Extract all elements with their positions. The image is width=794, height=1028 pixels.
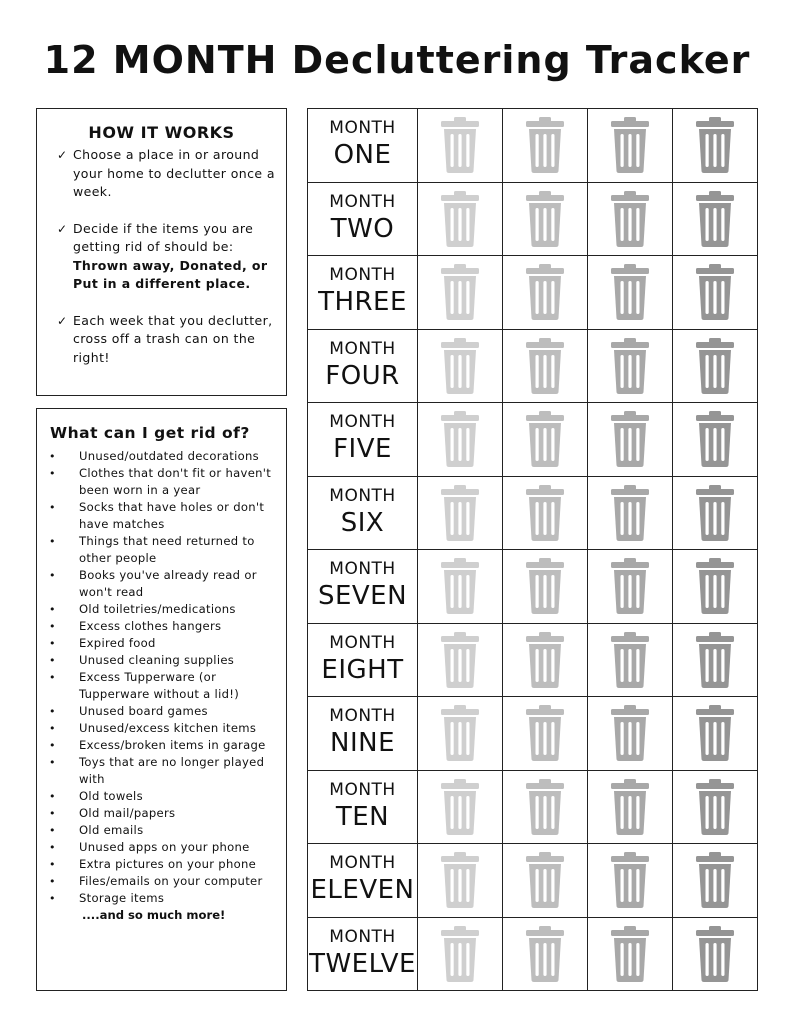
week-cell[interactable]: [418, 330, 503, 403]
month-number: TWELVE: [309, 949, 416, 980]
month-number: FIVE: [333, 434, 392, 465]
month-label: [308, 256, 418, 329]
week-cell[interactable]: [503, 330, 588, 403]
how-it-works-box: [36, 108, 287, 396]
trash-can-icon[interactable]: [694, 410, 736, 468]
trash-can-icon[interactable]: [694, 557, 736, 615]
bullet-icon: •: [49, 620, 56, 633]
list-item: [47, 669, 282, 703]
list-item-text: Old towels: [79, 789, 143, 803]
bullet-icon: •: [49, 790, 56, 803]
month-word: MONTH: [329, 338, 396, 359]
week-cell[interactable]: [588, 109, 673, 182]
trash-can-icon[interactable]: [609, 778, 651, 836]
week-cell[interactable]: [503, 918, 588, 992]
week-cell[interactable]: [673, 550, 757, 623]
trash-can-icon[interactable]: [439, 190, 481, 248]
month-number: THREE: [318, 287, 407, 318]
week-cell[interactable]: [673, 109, 757, 182]
week-cell[interactable]: [503, 256, 588, 329]
how-step-text: Choose a place in or around your home to declutter once a week.: [73, 147, 275, 199]
week-cell[interactable]: [673, 771, 757, 844]
month-label: [308, 844, 418, 917]
list-item-text: Excess clothes hangers: [79, 619, 222, 633]
week-cell[interactable]: [418, 256, 503, 329]
check-icon: ✓: [57, 313, 68, 328]
list-item: [47, 822, 282, 839]
list-item: [47, 618, 282, 635]
week-cell[interactable]: [673, 918, 757, 992]
trash-can-icon[interactable]: [439, 925, 481, 983]
month-word: MONTH: [329, 853, 396, 874]
week-cell[interactable]: [418, 844, 503, 917]
month-tracker-grid: [307, 108, 758, 991]
list-item-text: Books you've already read or won't read: [79, 568, 257, 599]
list-item-text: Unused/outdated decorations: [79, 449, 259, 463]
trash-can-icon[interactable]: [439, 484, 481, 542]
trash-can-icon[interactable]: [609, 925, 651, 983]
month-word: MONTH: [329, 265, 396, 286]
what-can-i-get-rid-of-heading: What can I get rid of?: [50, 424, 250, 442]
month-word: MONTH: [329, 118, 396, 139]
trash-can-icon[interactable]: [694, 778, 736, 836]
trash-can-icon[interactable]: [609, 116, 651, 174]
bullet-icon: •: [49, 603, 56, 616]
list-item: [47, 788, 282, 805]
trash-can-icon[interactable]: [694, 484, 736, 542]
trash-can-icon[interactable]: [609, 263, 651, 321]
trash-can-icon[interactable]: [609, 484, 651, 542]
week-cell[interactable]: [588, 550, 673, 623]
trash-can-icon[interactable]: [694, 704, 736, 762]
month-row: [308, 183, 757, 257]
bullet-icon: •: [49, 671, 56, 684]
week-cell[interactable]: [673, 844, 757, 917]
bullet-icon: •: [49, 824, 56, 837]
trash-can-icon[interactable]: [694, 631, 736, 689]
week-cell[interactable]: [588, 624, 673, 697]
week-cell[interactable]: [503, 403, 588, 476]
week-cell[interactable]: [503, 771, 588, 844]
bullet-icon: •: [49, 637, 56, 650]
trash-can-icon[interactable]: [694, 337, 736, 395]
week-cell[interactable]: [588, 256, 673, 329]
list-item: [47, 652, 282, 669]
declutter-items-list: [37, 448, 286, 907]
month-row: [308, 477, 757, 551]
how-step-text: Decide if the items you are getting rid of should be:: [73, 220, 254, 254]
check-icon: ✓: [57, 221, 68, 236]
trash-can-icon[interactable]: [609, 557, 651, 615]
how-step-bold-text: Thrown away, Donated, or Put in a different place.: [73, 257, 268, 291]
list-item-text: Things that need returned to other people: [79, 534, 255, 565]
month-number: ELEVEN: [310, 875, 415, 906]
month-word: MONTH: [329, 412, 396, 433]
month-row: [308, 918, 757, 992]
trash-can-icon[interactable]: [524, 116, 566, 174]
list-item-text: Storage items: [79, 891, 165, 905]
trash-can-icon[interactable]: [609, 851, 651, 909]
bullet-icon: •: [49, 858, 56, 871]
list-item: [47, 499, 282, 533]
week-cell[interactable]: [673, 697, 757, 770]
trash-can-icon[interactable]: [609, 337, 651, 395]
trash-can-icon[interactable]: [694, 925, 736, 983]
month-number: SEVEN: [317, 581, 408, 612]
trash-can-icon[interactable]: [694, 116, 736, 174]
trash-can-icon[interactable]: [439, 263, 481, 321]
bullet-icon: •: [49, 535, 56, 548]
trash-can-icon[interactable]: [439, 337, 481, 395]
what-can-i-get-rid-of-box: [36, 408, 287, 991]
month-number: SIX: [340, 507, 385, 538]
trash-can-icon[interactable]: [609, 704, 651, 762]
list-item: [47, 873, 282, 890]
list-item-text: Unused board games: [79, 704, 208, 718]
month-row: [308, 330, 757, 404]
month-word: MONTH: [329, 485, 396, 506]
list-item-text: Unused/excess kitchen items: [79, 721, 257, 735]
trash-can-icon[interactable]: [439, 557, 481, 615]
week-cell[interactable]: [588, 403, 673, 476]
trash-can-icon[interactable]: [524, 778, 566, 836]
bullet-icon: •: [49, 501, 56, 514]
bullet-icon: •: [49, 875, 56, 888]
month-label: [308, 183, 418, 256]
list-item-text: Old emails: [79, 823, 144, 837]
list-item: [47, 805, 282, 822]
week-cell[interactable]: [503, 550, 588, 623]
trash-can-icon[interactable]: [694, 190, 736, 248]
month-row: [308, 109, 757, 183]
month-word: MONTH: [329, 927, 396, 948]
trash-can-icon[interactable]: [524, 557, 566, 615]
list-item: [47, 839, 282, 856]
trash-can-icon[interactable]: [524, 263, 566, 321]
list-item-text: Files/emails on your computer: [79, 874, 263, 888]
list-item: [47, 533, 282, 567]
trash-can-icon[interactable]: [609, 190, 651, 248]
trash-can-icon[interactable]: [524, 851, 566, 909]
list-item: [47, 737, 282, 754]
week-cell[interactable]: [418, 771, 503, 844]
list-item: [47, 890, 282, 907]
bullet-icon: •: [49, 739, 56, 752]
week-cell[interactable]: [588, 918, 673, 992]
week-cell[interactable]: [503, 624, 588, 697]
list-item-text: Excess/broken items in garage: [79, 738, 266, 752]
week-cell[interactable]: [418, 697, 503, 770]
week-cell[interactable]: [588, 330, 673, 403]
month-row: [308, 624, 757, 698]
trash-can-icon[interactable]: [524, 704, 566, 762]
how-step: [57, 146, 276, 202]
month-number: ONE: [333, 140, 392, 171]
month-number: EIGHT: [321, 654, 404, 685]
month-label: [308, 403, 418, 476]
week-cell[interactable]: [418, 918, 503, 992]
month-word: MONTH: [329, 191, 396, 212]
list-item-text: Toys that are no longer played with: [79, 755, 265, 786]
month-label: [308, 918, 418, 992]
how-step: [57, 312, 276, 368]
bullet-icon: •: [49, 722, 56, 735]
list-item: [47, 601, 282, 618]
month-label: [308, 109, 418, 182]
list-item: [47, 754, 282, 788]
week-cell[interactable]: [673, 624, 757, 697]
and-so-much-more: ....and so much more!: [82, 908, 226, 922]
list-item-text: Old toiletries/medications: [79, 602, 236, 616]
list-item: [47, 448, 282, 465]
trash-can-icon[interactable]: [609, 410, 651, 468]
how-it-works-heading: HOW IT WORKS: [88, 123, 235, 142]
list-item-text: Unused cleaning supplies: [79, 653, 235, 667]
trash-can-icon[interactable]: [524, 484, 566, 542]
week-cell[interactable]: [418, 550, 503, 623]
month-label: [308, 550, 418, 623]
week-cell[interactable]: [588, 771, 673, 844]
trash-can-icon[interactable]: [439, 631, 481, 689]
month-label: [308, 624, 418, 697]
month-row: [308, 771, 757, 845]
month-row: [308, 403, 757, 477]
week-cell[interactable]: [503, 844, 588, 917]
month-word: MONTH: [329, 779, 396, 800]
month-number: TEN: [335, 801, 390, 832]
trash-can-icon[interactable]: [694, 851, 736, 909]
list-item-text: Socks that have holes or don't have matches: [79, 500, 265, 531]
month-row: [308, 844, 757, 918]
month-row: [308, 256, 757, 330]
bullet-icon: •: [49, 892, 56, 905]
week-cell[interactable]: [673, 330, 757, 403]
list-item: [47, 567, 282, 601]
month-label: [308, 330, 418, 403]
list-item: [47, 703, 282, 720]
bullet-icon: •: [49, 705, 56, 718]
list-item-text: Unused apps on your phone: [79, 840, 250, 854]
week-cell[interactable]: [588, 844, 673, 917]
trash-can-icon[interactable]: [524, 337, 566, 395]
trash-can-icon[interactable]: [439, 116, 481, 174]
week-cell[interactable]: [673, 477, 757, 550]
list-item-text: Old mail/papers: [79, 806, 176, 820]
how-step: [57, 220, 276, 294]
check-icon: ✓: [57, 148, 68, 162]
month-label: [308, 477, 418, 550]
week-cell[interactable]: [418, 624, 503, 697]
week-cell[interactable]: [673, 256, 757, 329]
trash-can-icon[interactable]: [524, 925, 566, 983]
bullet-icon: •: [49, 654, 56, 667]
week-cell[interactable]: [418, 109, 503, 182]
week-cell[interactable]: [418, 403, 503, 476]
bullet-icon: •: [49, 450, 56, 463]
bullet-icon: •: [49, 467, 56, 480]
week-cell[interactable]: [503, 697, 588, 770]
list-item: [47, 720, 282, 737]
month-number: FOUR: [325, 360, 400, 391]
trash-can-icon[interactable]: [524, 631, 566, 689]
month-label: [308, 697, 418, 770]
list-item-text: Excess Tupperware (or Tupperware without a lid!): [79, 670, 240, 701]
week-cell[interactable]: [673, 183, 757, 256]
week-cell[interactable]: [588, 697, 673, 770]
trash-can-icon[interactable]: [439, 851, 481, 909]
trash-can-icon[interactable]: [439, 410, 481, 468]
month-number: TWO: [330, 213, 395, 244]
bullet-icon: •: [49, 569, 56, 582]
month-label: [308, 771, 418, 844]
trash-can-icon[interactable]: [609, 631, 651, 689]
month-number: NINE: [330, 728, 395, 759]
month-word: MONTH: [329, 559, 396, 580]
bullet-icon: •: [49, 756, 56, 769]
how-it-works-steps: [37, 146, 286, 367]
month-word: MONTH: [329, 632, 396, 653]
how-step-text: Each week that you declutter, cross off a trash can on the right!: [73, 312, 273, 365]
trash-can-icon[interactable]: [439, 704, 481, 762]
week-cell[interactable]: [503, 109, 588, 182]
bullet-icon: •: [49, 807, 56, 820]
list-item: [47, 635, 282, 652]
trash-can-icon[interactable]: [694, 263, 736, 321]
week-cell[interactable]: [673, 403, 757, 476]
trash-can-icon[interactable]: [524, 190, 566, 248]
list-item: [47, 856, 282, 873]
bullet-icon: •: [49, 841, 56, 854]
week-cell[interactable]: [418, 183, 503, 256]
list-item-text: Clothes that don't fit or haven't been worn in a year: [79, 466, 272, 497]
week-cell[interactable]: [503, 477, 588, 550]
page-title: 12 MONTH Decluttering Tracker: [43, 38, 751, 82]
month-row: [308, 697, 757, 771]
week-cell[interactable]: [418, 477, 503, 550]
week-cell[interactable]: [588, 477, 673, 550]
month-word: MONTH: [329, 706, 396, 727]
list-item: [47, 465, 282, 499]
list-item-text: Extra pictures on your phone: [79, 857, 257, 871]
week-cell[interactable]: [588, 183, 673, 256]
week-cell[interactable]: [503, 183, 588, 256]
month-row: [308, 550, 757, 624]
trash-can-icon[interactable]: [524, 410, 566, 468]
trash-can-icon[interactable]: [439, 778, 481, 836]
list-item-text: Expired food: [79, 636, 156, 650]
